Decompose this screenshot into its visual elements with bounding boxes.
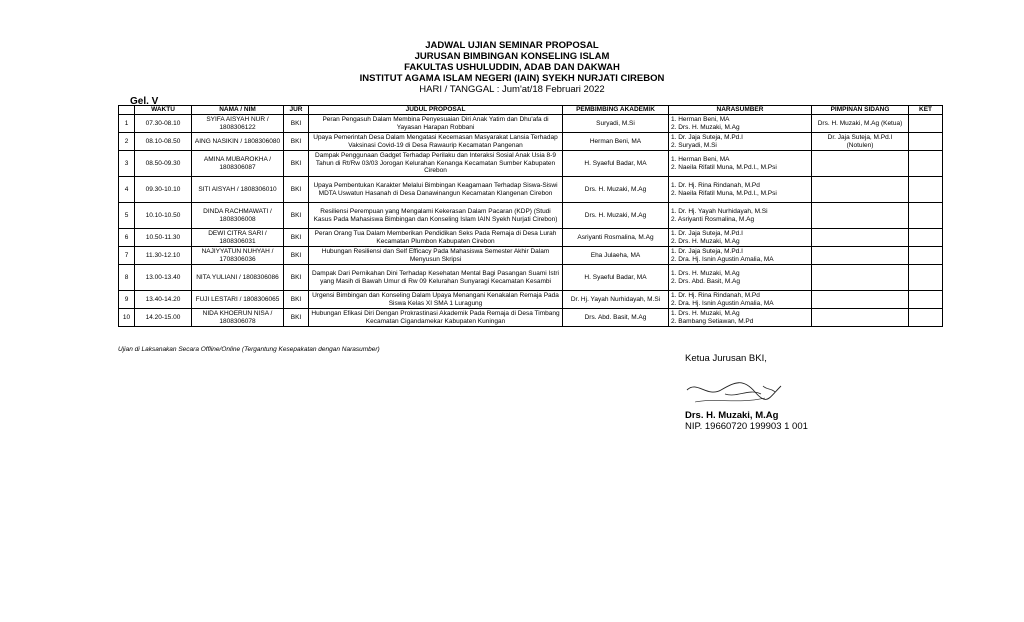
cell-waktu: 10.50-11.30 — [135, 229, 192, 247]
narasumber-1: 1. Herman Beni, MA — [671, 155, 730, 163]
cell-pembimbing: Drs. Abd. Basit, M.Ag — [563, 309, 669, 327]
narasumber-2: 2. Bambang Setiawan, M.Pd — [671, 317, 754, 325]
cell-no: 8 — [119, 265, 135, 291]
cell-pembimbing: Drs. H. Muzaki, M.Ag — [563, 203, 669, 229]
table-row — [119, 291, 943, 309]
cell-waktu: 08.10-08.50 — [135, 133, 192, 151]
cell-narasumber — [669, 309, 812, 327]
cell-narasumber — [669, 177, 812, 203]
cell-waktu: 10.10-10.50 — [135, 203, 192, 229]
header-faculty: FAKULTAS USHULUDDIN, ADAB DAN DAKWAH — [404, 62, 620, 73]
cell-judul: Hubungan Efikasi Diri Dengan Prokrastinasi Akademik Pada Remaja di Desa Timbang Kecamatan Cigandamekar Kabupaten Kuningan — [309, 309, 563, 327]
cell-pimpinan — [812, 309, 909, 327]
cell-waktu: 11.30-12.10 — [135, 247, 192, 265]
cell-ket — [909, 203, 943, 229]
header-pimpinan: PIMPINAN SIDANG — [812, 106, 909, 115]
signatory-nip: NIP. 19660720 199903 1 001 — [685, 421, 808, 432]
cell-pembimbing: Drs. H. Muzaki, M.Ag — [563, 177, 669, 203]
cell-no: 2 — [119, 133, 135, 151]
cell-no: 5 — [119, 203, 135, 229]
cell-nama: FUJI LESTARI / 1808306065 — [192, 291, 284, 309]
cell-narasumber — [669, 203, 812, 229]
cell-jur: BKI — [284, 177, 309, 203]
narasumber-1: 1. Dr. Jaja Suteja, M.Pd.I — [671, 247, 743, 255]
narasumber-1: 1. Dr. Hj. Rina Rindanah, M.Pd — [671, 291, 760, 299]
cell-no: 9 — [119, 291, 135, 309]
cell-judul: Dampak Penggunaan Gadget Terhadap Perilaku dan Interaksi Sosial Anak Usia 8-9 Tahun di Rt/Rw 03/03 Jorogan Kelurahan Kenanga Kecamatan Sumber Kabupaten Cirebon — [309, 151, 563, 177]
cell-pimpinan — [812, 177, 909, 203]
cell-ket — [909, 291, 943, 309]
cell-narasumber — [669, 265, 812, 291]
cell-judul: Hubungan Resiliensi dan Self Efficacy Pada Mahasiswa Semester Akhir Dalam Menyusun Skripsi — [309, 247, 563, 265]
cell-jur: BKI — [284, 247, 309, 265]
cell-nama: AING NASIKIN / 1808306080 — [192, 133, 284, 151]
cell-judul: Peran Orang Tua Dalam Memberikan Pendidikan Seks Pada Remaja di Desa Lurah Kecamatan Plumbon Kabupaten Cirebon — [309, 229, 563, 247]
header-ket: KET — [909, 106, 943, 115]
header-pembimbing: PEMBIMBING AKADEMIK — [563, 106, 669, 115]
cell-ket — [909, 177, 943, 203]
schedule-table — [118, 105, 943, 327]
table-row — [119, 177, 943, 203]
narasumber-1: 1. Dr. Jaja Suteja, M.Pd.I — [671, 229, 743, 237]
cell-no: 10 — [119, 309, 135, 327]
cell-pimpinan — [812, 291, 909, 309]
cell-pembimbing: Dr. Hj. Yayah Nurhidayah, M.Si — [563, 291, 669, 309]
table-row — [119, 265, 943, 291]
signature-block — [685, 353, 808, 432]
cell-narasumber — [669, 115, 812, 133]
header-judul: JUDUL PROPOSAL — [309, 106, 563, 115]
cell-waktu: 09.30-10.10 — [135, 177, 192, 203]
narasumber-1: 1. Drs. H. Muzaki, M.Ag — [671, 269, 740, 277]
header-department: JURUSAN BIMBINGAN KONSELING ISLAM — [414, 51, 610, 62]
cell-jur: BKI — [284, 115, 309, 133]
cell-ket — [909, 151, 943, 177]
cell-ket — [909, 229, 943, 247]
handwritten-signature — [685, 368, 785, 408]
table-row — [119, 203, 943, 229]
cell-no: 6 — [119, 229, 135, 247]
cell-narasumber — [669, 291, 812, 309]
header-nama: NAMA / NIM — [192, 106, 284, 115]
cell-pembimbing: Suryadi, M.Si — [563, 115, 669, 133]
cell-judul: Upaya Pembentukan Karakter Melalui Bimbingan Keagamaan Terhadap Siswa-Siswi MDTA Uswatun Hasanah di Desa Danawinangun Kecamatan Klangenan Cirebon — [309, 177, 563, 203]
cell-nama: NITA YULIANI / 1808306086 — [192, 265, 284, 291]
cell-nama: DEWI CITRA SARI / 1808306031 — [192, 229, 284, 247]
cell-waktu: 14.20-15.00 — [135, 309, 192, 327]
cell-narasumber — [669, 229, 812, 247]
narasumber-1: 1. Dr. Jaja Suteja, M.Pd.I — [671, 133, 743, 141]
cell-waktu: 13.40-14.20 — [135, 291, 192, 309]
cell-no: 7 — [119, 247, 135, 265]
cell-pimpinan — [812, 203, 909, 229]
cell-pembimbing: Asriyanti Rosmalina, M.Ag — [563, 229, 669, 247]
header-narasumber: NARASUMBER — [669, 106, 812, 115]
cell-ket — [909, 133, 943, 151]
cell-judul: Upaya Pemerintah Desa Dalam Mengatasi Kecemasan Masyarakat Lansia Terhadap Vaksinasi Covid-19 di Desa Rawaurip Kecamatan Pangenan — [309, 133, 563, 151]
cell-jur: BKI — [284, 309, 309, 327]
table-header-row — [119, 106, 943, 115]
narasumber-2: 2. Drs. H. Muzaki, M.Ag — [671, 123, 740, 131]
narasumber-2: 2. Drs. Abd. Basit, M.Ag — [671, 277, 740, 285]
header-waktu: WAKTU — [135, 106, 192, 115]
cell-narasumber — [669, 151, 812, 177]
exam-note: Ujian di Laksanakan Secara Offline/Online (Tergantung Kesepakatan dengan Narasumber) — [118, 346, 380, 353]
cell-judul: Urgensi Bimbingan dan Konseling Dalam Upaya Menangani Kenakalan Remaja Pada Siswa Kelas XI SMA 1 Luragung — [309, 291, 563, 309]
table-row — [119, 247, 943, 265]
cell-narasumber — [669, 247, 812, 265]
table-row — [119, 133, 943, 151]
cell-nama: NAJIYYATUN NUHYAH / 1708306036 — [192, 247, 284, 265]
cell-jur: BKI — [284, 203, 309, 229]
table-row — [119, 115, 943, 133]
signature-title: Ketua Jurusan BKI, — [685, 353, 767, 364]
cell-pembimbing: H. Syaeful Badar, MA — [563, 151, 669, 177]
header-institution: INSTITUT AGAMA ISLAM NEGERI (IAIN) SYEKH NURJATI CIREBON — [359, 73, 665, 84]
narasumber-2: 2. Asriyanti Rosmalina, M.Ag — [671, 215, 755, 223]
cell-judul: Dampak Dari Pernikahan Dini Terhadap Kesehatan Mental Bagi Pasangan Suami Istri yang Masih di Bawah Umur di Rw 09 Kelurahan Sunyaragi Kecamatan Kesambi — [309, 265, 563, 291]
cell-ket — [909, 265, 943, 291]
cell-narasumber — [669, 133, 812, 151]
cell-jur: BKI — [284, 151, 309, 177]
cell-jur: BKI — [284, 265, 309, 291]
cell-jur: BKI — [284, 229, 309, 247]
cell-waktu: 07.30-08.10 — [135, 115, 192, 133]
cell-pimpinan — [812, 265, 909, 291]
table-row — [119, 309, 943, 327]
cell-judul: Resiliensi Perempuan yang Mengalami Kekerasan Dalam Pacaran (KDP) (Studi Kasus Pada Mahasiswa Bimbingan dan Konseling Islam IAIN Syekh Nurjati Cirebon) — [309, 203, 563, 229]
cell-nama: DINDA RACHMAWATI / 1808306008 — [192, 203, 284, 229]
narasumber-1: 1. Dr. Hj. Rina Rindanah, M.Pd — [671, 181, 760, 189]
cell-pembimbing: H. Syaeful Badar, MA — [563, 265, 669, 291]
cell-jur: BKI — [284, 291, 309, 309]
cell-pimpinan: Dr. Jaja Suteja, M.Pd.I (Notulen) — [812, 133, 909, 151]
narasumber-2: 2. Naeila Rifatil Muna, M.Pd.I., M.Psi — [671, 189, 777, 197]
narasumber-2: 2. Naeila Rifatil Muna, M.Pd.I., M.Psi — [671, 163, 777, 171]
cell-ket — [909, 247, 943, 265]
cell-nama: AMINA MUBAROKHA / 1808306087 — [192, 151, 284, 177]
cell-ket — [909, 309, 943, 327]
cell-pimpinan: Drs. H. Muzaki, M.Ag (Ketua) — [812, 115, 909, 133]
narasumber-2: 2. Suryadi, M.Si — [671, 141, 717, 149]
cell-ket — [909, 115, 943, 133]
header-date: HARI / TANGGAL : Jum'at/18 Februari 2022 — [419, 84, 605, 95]
cell-no: 1 — [119, 115, 135, 133]
cell-pimpinan — [812, 247, 909, 265]
cell-pimpinan — [812, 151, 909, 177]
cell-pembimbing: Herman Beni, MA — [563, 133, 669, 151]
cell-no: 3 — [119, 151, 135, 177]
header-title: JADWAL UJIAN SEMINAR PROPOSAL — [425, 40, 599, 51]
narasumber-2: 2. Drs. H. Muzaki, M.Ag — [671, 237, 740, 245]
cell-pembimbing: Eha Julaeha, MA — [563, 247, 669, 265]
cell-pimpinan — [812, 229, 909, 247]
narasumber-1: 1. Herman Beni, MA — [671, 115, 730, 123]
narasumber-1: 1. Dr. Hj. Yayah Nurhidayah, M.Si — [671, 207, 768, 215]
cell-waktu: 08.50-09.30 — [135, 151, 192, 177]
cell-waktu: 13.00-13.40 — [135, 265, 192, 291]
header-jur: JUR — [284, 106, 309, 115]
document-header — [0, 40, 1024, 95]
signatory-name: Drs. H. Muzaki, M.Ag — [685, 410, 779, 421]
table-row — [119, 229, 943, 247]
batch-label: Gel. V — [130, 96, 159, 107]
cell-nama: NIDA KHOERUN NISA / 1808306078 — [192, 309, 284, 327]
cell-judul: Peran Pengasuh Dalam Membina Penyesuaian Diri Anak Yatim dan Dhu'afa di Yayasan Harapan Robbani — [309, 115, 563, 133]
header-no — [119, 106, 135, 115]
narasumber-1: 1. Drs. H. Muzaki, M.Ag — [671, 309, 740, 317]
cell-no: 4 — [119, 177, 135, 203]
table-row — [119, 151, 943, 177]
cell-nama: SYIFA AISYAH NUR / 1808306122 — [192, 115, 284, 133]
narasumber-2: 2. Dra. Hj. Isnin Agustin Amalia, MA — [671, 299, 774, 307]
narasumber-2: 2. Dra. Hj. Isnin Agustin Amalia, MA — [671, 255, 774, 263]
cell-jur: BKI — [284, 133, 309, 151]
cell-nama: SITI AISYAH / 1808306010 — [192, 177, 284, 203]
